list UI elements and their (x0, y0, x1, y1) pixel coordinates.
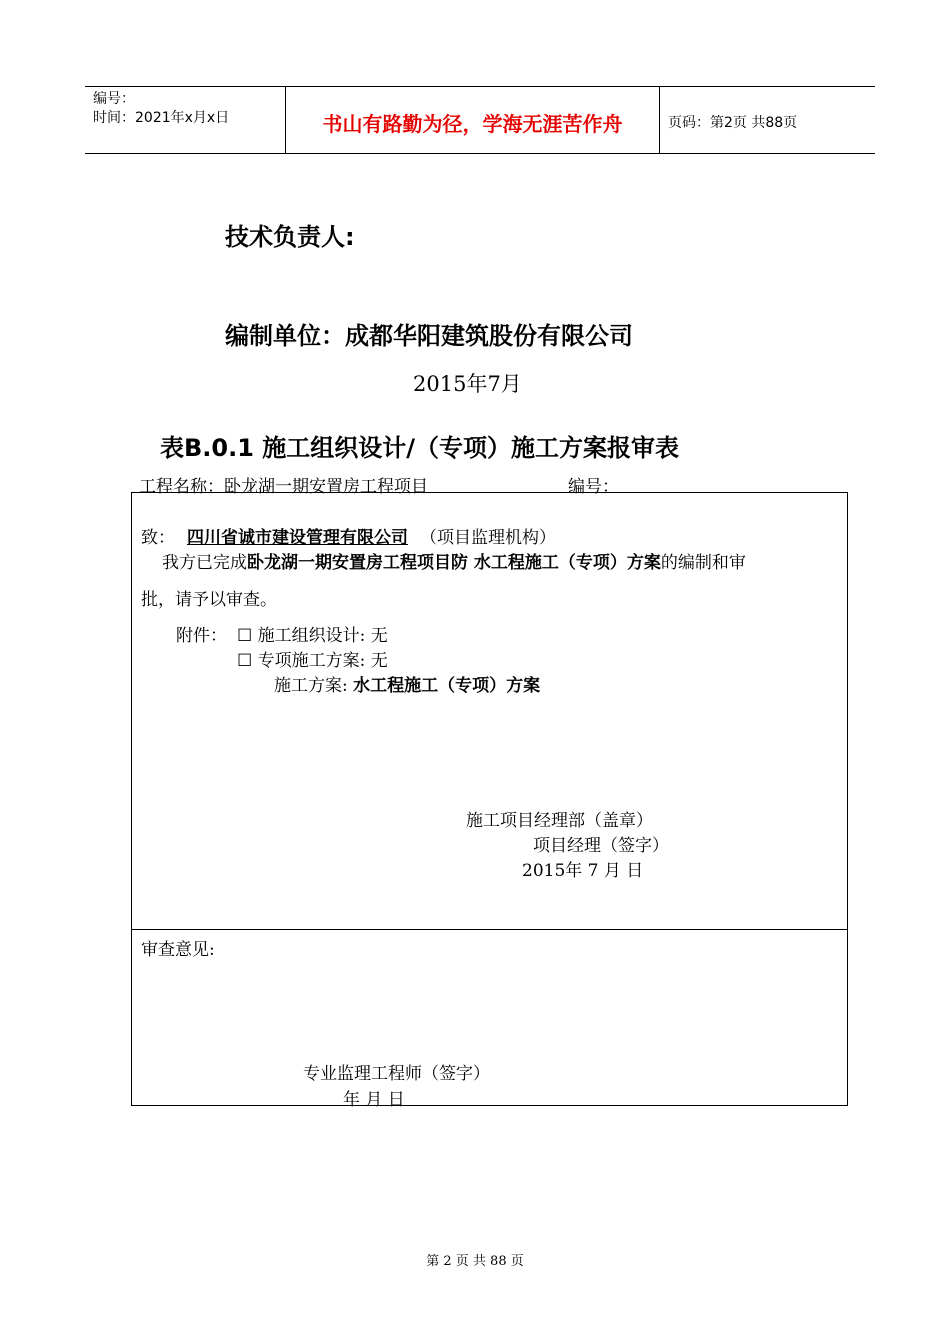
attach-2: ☐ 专项施工方案: 无 (237, 651, 388, 671)
to-org: 四川省诚市建设管理有限公司 (187, 528, 408, 548)
review-label: 审查意见: (141, 940, 215, 960)
form-divider (131, 929, 848, 930)
review-date: 年 月 日 (343, 1090, 405, 1110)
plan-value: 水工程施工（专项）方案 (353, 676, 541, 696)
review-engineer: 专业监理工程师（签字） (303, 1064, 490, 1084)
cover-date: 2015年7月 (413, 372, 522, 396)
compiler: 编制单位：成都华阳建筑股份有限公司 (225, 322, 633, 350)
form-title: 表B.0.1 施工组织设计/（专项）施工方案报审表 (160, 434, 680, 462)
number-field: 编号： (568, 477, 619, 497)
statement-c: 的编制和审 (660, 553, 746, 573)
header-meta (93, 90, 229, 128)
attach-label: 附件： (176, 626, 227, 646)
sign-date: 2015年 7 月 日 (522, 861, 644, 881)
header-page: 页码：第2页 共88页 (668, 115, 798, 131)
statement-line (162, 548, 746, 573)
attach-1: ☐ 施工组织设计: 无 (237, 626, 388, 646)
statement-b: 卧龙湖一期安置房工程项目防 水工程施工（专项）方案 (247, 553, 661, 573)
project-name: 工程名称：卧龙湖一期安置房工程项目 (139, 477, 428, 497)
header-time: 时间：2021年x月x日 (93, 110, 230, 126)
page-footer: 第 2 页 共 88 页 (426, 1254, 524, 1269)
header-motto: 书山有路勤为径，学海无涯苦作舟 (322, 112, 623, 136)
tech-lead: 技术负责人: (225, 223, 355, 251)
addressee-line (141, 523, 556, 548)
plan-label: 施工方案: (274, 676, 354, 696)
header-top-rule (85, 86, 875, 87)
header-divider (659, 86, 660, 153)
statement-line-2: 批，请予以审查。 (141, 590, 277, 610)
header-bottom-rule (85, 153, 875, 154)
plan-line (274, 671, 540, 696)
project-manager: 项目经理（签字） (533, 836, 669, 856)
to-suffix: （项目监理机构） (420, 528, 556, 548)
statement-a: 我方已完成 (162, 553, 247, 573)
project-dept: 施工项目经理部（盖章） (466, 811, 653, 831)
header-number: 编号： (93, 91, 135, 107)
to-prefix: 致： (141, 528, 175, 548)
